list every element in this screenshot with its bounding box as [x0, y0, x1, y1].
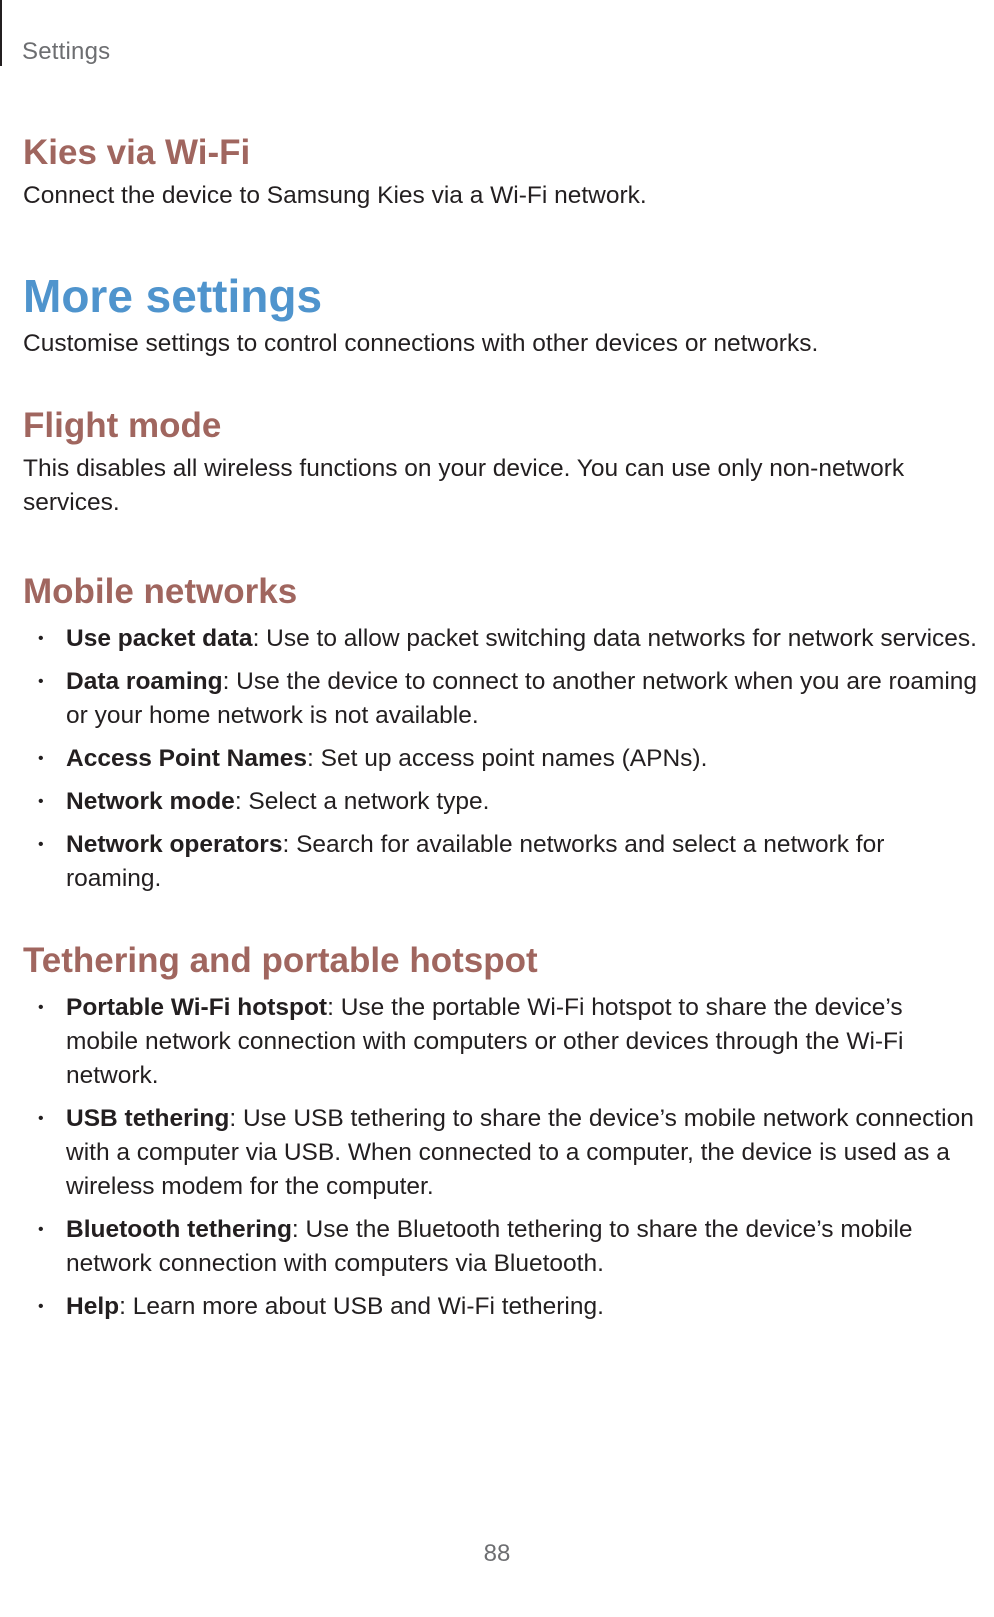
item-term: USB tethering [66, 1105, 230, 1132]
item-desc: : Use the portable Wi-Fi hotspot to share the device’s mobile network connection with computers or other devices through the Wi-Fi network. [66, 994, 904, 1089]
item-term: Access Point Names [66, 745, 308, 772]
heading-kies-via-wifi: Kies via Wi-Fi [23, 133, 251, 172]
item-desc: : Search for available networks and select a network for roaming. [66, 831, 885, 892]
bullet-icon: • [38, 999, 44, 1016]
heading-tethering-hotspot: Tethering and portable hotspot [23, 941, 538, 980]
list-item [23, 665, 978, 733]
item-desc: : Use the Bluetooth tethering to share the device’s mobile network connection with computers via Bluetooth. [66, 1216, 913, 1277]
list-item [23, 1290, 978, 1324]
item-term: Data roaming [66, 668, 223, 695]
list-item [23, 622, 978, 656]
page-edge-rule [0, 0, 2, 66]
item-desc: : Use to allow packet switching data networks for network services. [252, 625, 977, 652]
bullet-icon: • [38, 1110, 44, 1127]
list-item [23, 1213, 978, 1281]
item-term: Bluetooth tethering [66, 1216, 292, 1243]
page-content [23, 128, 978, 1333]
bullet-icon: • [38, 1221, 44, 1238]
bullet-icon: • [38, 750, 44, 767]
bullet-icon: • [38, 1298, 44, 1315]
list-item [23, 785, 978, 819]
text-more-settings: Customise settings to control connections with other devices or networks. [23, 330, 819, 357]
bullet-icon: • [38, 836, 44, 853]
page-number: 88 [483, 1540, 511, 1567]
list-item [23, 742, 978, 776]
item-term: Portable Wi-Fi hotspot [66, 994, 328, 1021]
heading-more-settings: More settings [23, 270, 323, 322]
item-term: Use packet data [66, 625, 253, 652]
heading-flight-mode: Flight mode [23, 406, 222, 445]
heading-mobile-networks: Mobile networks [23, 572, 298, 611]
text-kies-via-wifi: Connect the device to Samsung Kies via a Wi-Fi network. [23, 182, 647, 209]
bullet-icon: • [38, 630, 44, 647]
list-item [23, 991, 978, 1093]
running-header: Settings [22, 38, 111, 65]
text-flight-mode: This disables all wireless functions on your device. You can use only non-network services. [23, 455, 905, 516]
item-desc: : Use the device to connect to another network when you are roaming or your home network is not available. [66, 668, 978, 729]
list-mobile-networks [23, 622, 978, 896]
list-item [23, 1102, 978, 1204]
item-term: Network operators [66, 831, 283, 858]
bullet-icon: • [38, 793, 44, 810]
item-term: Help [66, 1293, 120, 1320]
list-item [23, 828, 978, 896]
item-desc: : Select a network type. [234, 788, 490, 815]
bullet-icon: • [38, 673, 44, 690]
list-tethering [23, 991, 978, 1324]
item-desc: : Learn more about USB and Wi-Fi tethering. [119, 1293, 604, 1320]
item-desc: : Set up access point names (APNs). [307, 745, 708, 772]
item-desc: : Use USB tethering to share the device’s mobile network connection with a computer via USB. When connected to a computer, the device is used as a wireless modem for the computer. [66, 1105, 974, 1200]
item-term: Network mode [66, 788, 235, 815]
